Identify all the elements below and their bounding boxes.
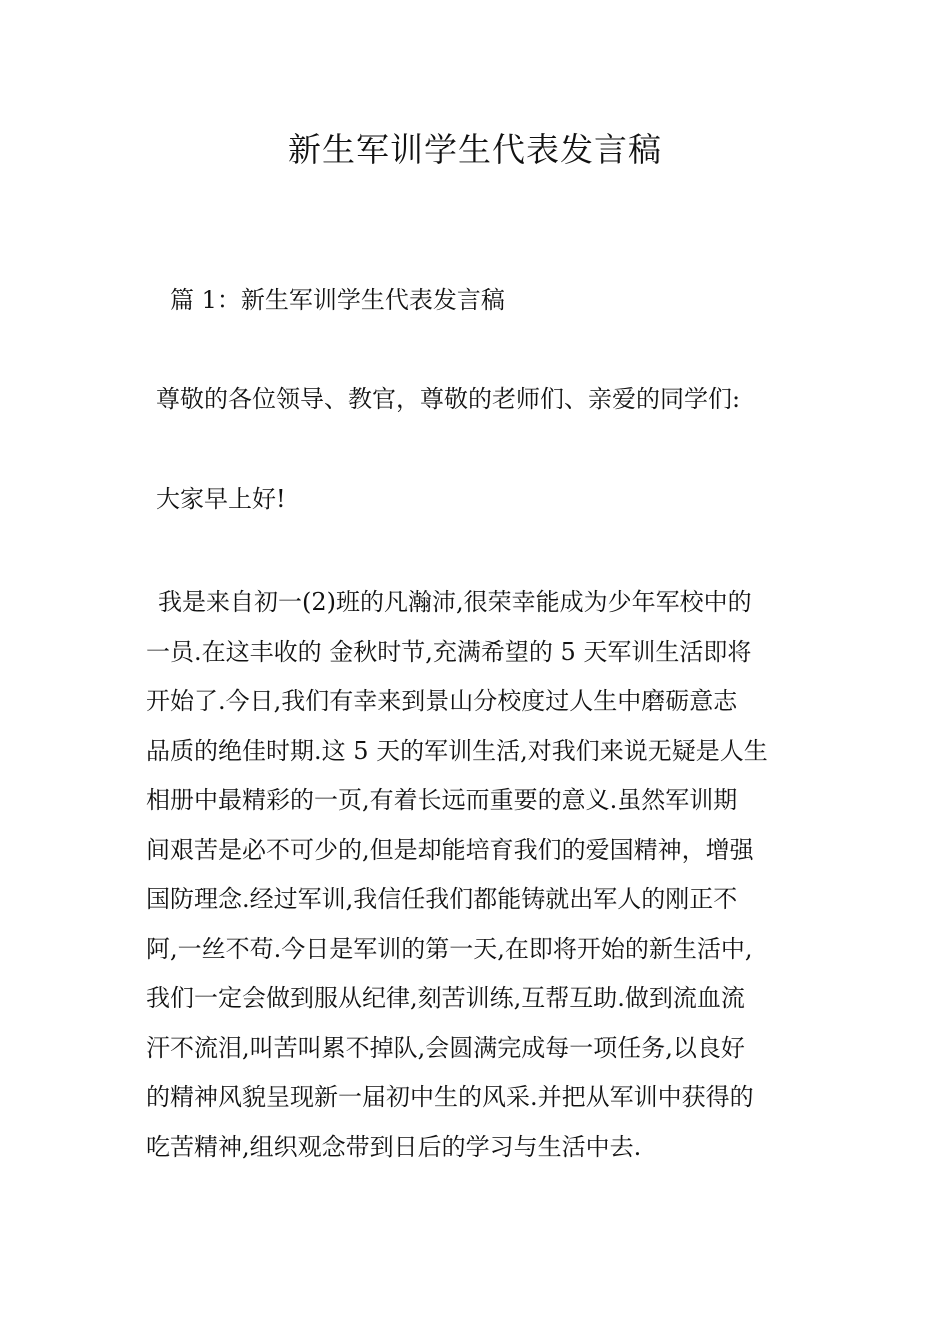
- paragraph-line: 汗不流泪,叫苦叫累不掉队,会圆满完成每一项任务,以良好: [146, 1033, 745, 1062]
- paragraph-line: 的精神风貌呈现新一届初中生的风采.并把从军训中获得的: [146, 1083, 754, 1111]
- paragraph-line: 我是来自初一(2)班的凡瀚沛,很荣幸能成为少年军校中的: [158, 588, 752, 616]
- paragraph-line: 吃苦精神,组织观念带到日后的学习与生活中去.: [146, 1132, 642, 1161]
- salutation-line: 尊敬的各位领导、教官，尊敬的老师们、亲爱的同学们:: [156, 385, 741, 413]
- paragraph-line: 品质的绝佳时期.这 5 天的军训生活,对我们来说无疑是人生: [146, 736, 768, 765]
- paragraph-line: 开始了.今日,我们有幸来到景山分校度过人生中磨砺意志: [146, 687, 738, 715]
- body-paragraph: [146, 578, 826, 1172]
- paragraph-line: 相册中最精彩的一页,有着长远而重要的意义.虽然军训期: [146, 786, 738, 814]
- paragraph-line: 国防理念.经过军训,我信任我们都能铸就出军人的刚正不: [146, 885, 738, 913]
- document-title: 新生军训学生代表发言稿: [288, 130, 662, 169]
- paragraph-line: 一员.在这丰收的 金秋时节,充满希望的 5 天军训生活即将: [146, 637, 752, 666]
- section-heading: 篇 1：新生军训学生代表发言稿: [170, 286, 505, 314]
- paragraph-line: 阿,一丝不苟.今日是军训的第一天,在即将开始的新生活中,: [146, 934, 753, 963]
- paragraph-line: 间艰苦是必不可少的,但是却能培育我们的爱国精神，增强: [146, 835, 754, 864]
- greeting-line: 大家早上好!: [156, 485, 286, 513]
- paragraph-line: 我们一定会做到服从纪律,刻苦训练,互帮互助.做到流血流: [146, 984, 745, 1012]
